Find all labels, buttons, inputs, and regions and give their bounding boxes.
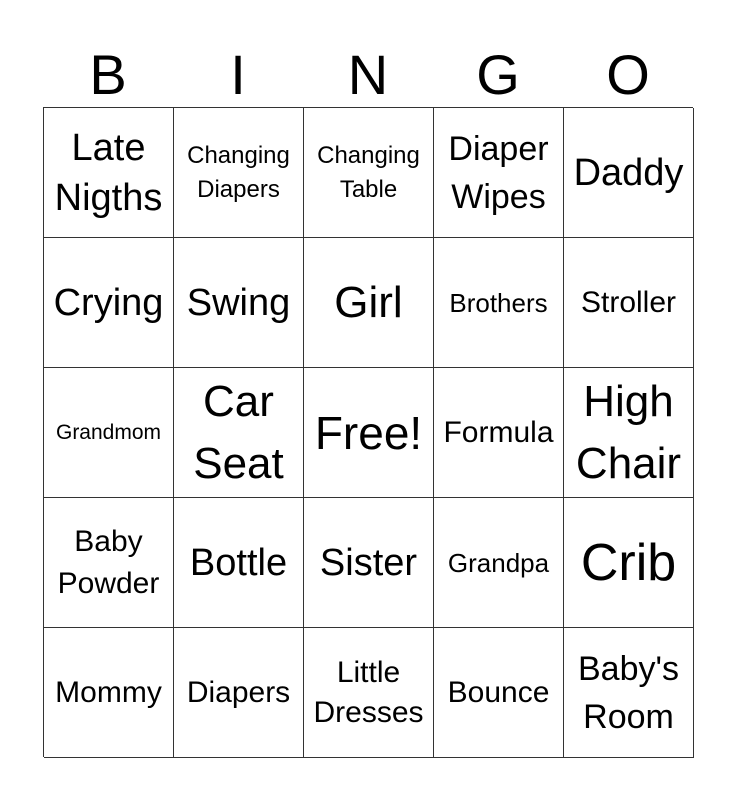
bingo-cell[interactable]: [434, 498, 564, 628]
cell-label: Daddy: [573, 151, 684, 194]
bingo-cell[interactable]: [564, 628, 694, 758]
header-letter-g: G: [476, 43, 520, 106]
bingo-cell[interactable]: [44, 628, 174, 758]
cell-label: Crib: [580, 533, 677, 592]
cell-label: Sister: [319, 541, 418, 584]
bingo-cell[interactable]: [174, 498, 304, 628]
cell-label: Grandmom: [55, 420, 162, 444]
cell-label: Mommy: [55, 675, 162, 709]
bingo-board: [43, 107, 693, 757]
cell-label: Late Nigths: [54, 126, 163, 219]
bingo-cell[interactable]: [304, 238, 434, 368]
bingo-cell[interactable]: [564, 108, 694, 238]
cell-label: Baby's Room: [578, 649, 679, 736]
cell-label: Grandpa: [447, 547, 550, 578]
bingo-cell[interactable]: [44, 498, 174, 628]
header-letter-n: N: [347, 43, 389, 106]
bingo-cell[interactable]: [174, 108, 304, 238]
cell-label: Car Seat: [193, 376, 284, 488]
cell-label: Swing: [186, 281, 291, 324]
header-letter-o: O: [606, 43, 650, 106]
header-letter-i: I: [230, 43, 246, 106]
bingo-header: [43, 42, 693, 108]
cell-label: Stroller: [580, 285, 677, 319]
cell-label: Bottle: [189, 541, 288, 584]
bingo-cell[interactable]: [434, 628, 564, 758]
header-letter-b: B: [89, 43, 127, 106]
bingo-cell[interactable]: [304, 108, 434, 238]
cell-label: Girl: [334, 277, 403, 327]
bingo-cell[interactable]: [564, 498, 694, 628]
bingo-cell[interactable]: [174, 238, 304, 368]
cell-label: Changing Diapers: [187, 141, 290, 203]
cell-label: High Chair: [575, 376, 682, 488]
bingo-cell[interactable]: [564, 238, 694, 368]
cell-label: Bounce: [447, 675, 550, 709]
cell-label: Little Dresses: [313, 655, 424, 729]
bingo-cell[interactable]: [44, 108, 174, 238]
cell-label: Brothers: [449, 287, 548, 318]
bingo-cell[interactable]: [44, 368, 174, 498]
bingo-cell[interactable]: [434, 238, 564, 368]
bingo-cell[interactable]: [564, 368, 694, 498]
cell-label: Diapers: [186, 675, 291, 709]
cell-label: Crying: [53, 281, 164, 324]
free-space-label: Free!: [314, 406, 423, 459]
bingo-cell[interactable]: [174, 368, 304, 498]
bingo-cell[interactable]: [304, 498, 434, 628]
bingo-cell[interactable]: [44, 238, 174, 368]
cell-label: Changing Table: [317, 141, 420, 203]
bingo-cell[interactable]: [304, 628, 434, 758]
bingo-cell[interactable]: [434, 368, 564, 498]
cell-label: Diaper Wipes: [448, 129, 549, 216]
bingo-cell[interactable]: [434, 108, 564, 238]
free-space[interactable]: [304, 368, 434, 498]
cell-label: Formula: [443, 415, 554, 449]
bingo-cell[interactable]: [174, 628, 304, 758]
cell-label: Baby Powder: [57, 524, 160, 600]
